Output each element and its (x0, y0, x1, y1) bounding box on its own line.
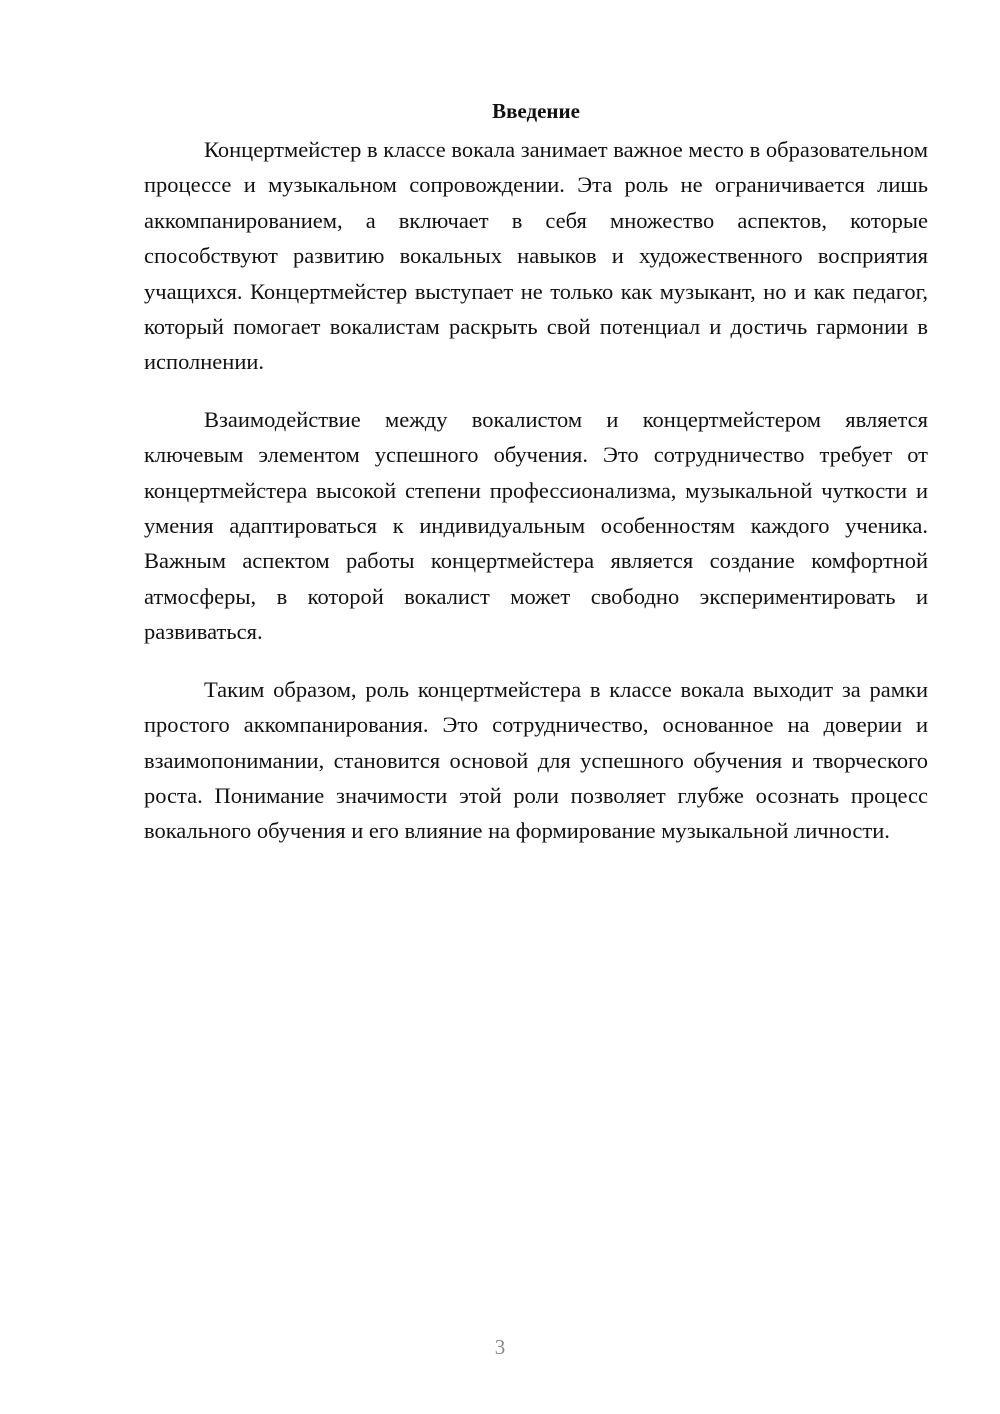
paragraph-2: Взаимодействие между вокалистом и концертмейстером является ключевым элементом успешного обучения. Это сотрудничество требует от концертмейстера высокой степени профессионализма, музыкальной чуткости и умения адаптироваться к индивидуальным особенностям каждого ученика. Важным аспектом работы концертмейстера является создание комфортной атмосферы, в которой вокалист может свободно экспериментировать и развиваться. (144, 406, 928, 645)
paragraph-1: Концертмейстер в классе вокала занимает важное место в образовательном процессе и музыкальном сопровождении. Эта роль не ограничивается лишь аккомпанированием, а включает в себя множество аспектов, которые способствуют развитию вокальных навыков и художественного восприятия учащихся. Концертмейстер выступает не только как музыкант, но и как педагог, который помогает вокалистам раскрыть свой потенциал и достичь гармонии в исполнении. (144, 137, 928, 375)
page-content (144, 90, 928, 871)
paragraph-3: Таким образом, роль концертмейстера в классе вокала выходит за рамки простого аккомпанирования. Это сотрудничество, основанное на доверии и взаимопонимании, становится основой для успешного обучения и творческого роста. Понимание значимости этой роли позволяет глубже осознать процесс вокального обучения и его влияние на формирование музыкальной личности. (144, 676, 928, 844)
page-number: 3 (494, 1335, 506, 1359)
section-heading: Введение (492, 99, 580, 123)
